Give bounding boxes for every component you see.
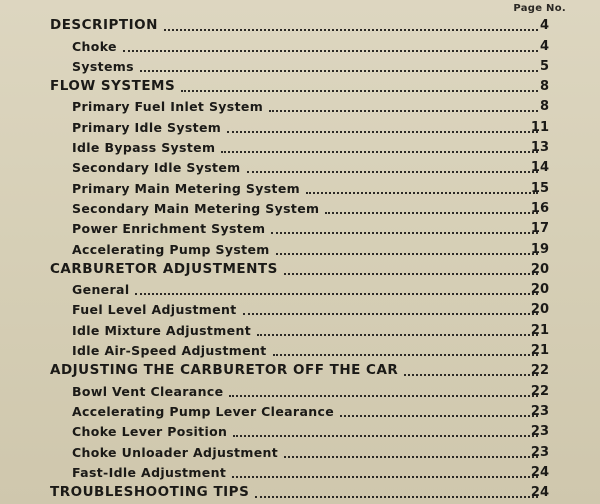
toc-entry-title: Idle Bypass System (72, 140, 216, 156)
toc-entry-title: Choke Unloader Adjustment (72, 444, 279, 460)
toc-entry-title: Primary Fuel Inlet System (72, 99, 264, 115)
dot-leader (276, 250, 538, 255)
toc-subsection-entry (0, 380, 600, 400)
toc-page-number: 20 (530, 261, 549, 277)
toc-entry-title: Fast-Idle Adjustment (72, 464, 227, 480)
toc-page-number: 13 (530, 140, 549, 156)
toc-entry-title: Primary Main Metering System (72, 180, 301, 196)
toc-subsection-entry (0, 56, 600, 76)
toc-entry-title: Secondary Idle System (72, 160, 241, 176)
toc-subsection-entry (0, 157, 600, 177)
toc-entry-title: Accelerating Pump Lever Clearance (72, 403, 335, 419)
toc-page-number: 16 (530, 200, 549, 216)
toc-entry-title: Accelerating Pump System (72, 241, 270, 257)
toc-entry-title: Idle Mixture Adjustment (72, 322, 252, 338)
dot-leader (221, 148, 538, 153)
dot-leader (164, 26, 538, 31)
toc-subsection-entry (0, 441, 600, 461)
toc-page-number: 15 (530, 180, 549, 196)
toc-page-number: 24 (530, 464, 549, 480)
toc-entry-title: ADJUSTING THE CARBURETOR OFF THE CAR (50, 362, 399, 379)
toc-subsection-entry (0, 218, 600, 238)
toc-section-entry (0, 259, 600, 279)
toc-page-number: 23 (530, 403, 549, 419)
toc-subsection-entry (0, 340, 600, 360)
toc-page-number: 5 (539, 58, 549, 74)
toc-entry-title: Systems (72, 58, 134, 74)
dot-leader (247, 168, 538, 173)
toc-subsection-entry (0, 96, 600, 116)
toc-page-number: 22 (530, 363, 549, 379)
toc-entry-title: Bowl Vent Clearance (72, 383, 224, 399)
toc-subsection-entry (0, 462, 600, 482)
dot-leader (273, 351, 538, 356)
toc-entry-title: General (72, 282, 130, 298)
toc-entry-title: Fuel Level Adjustment (72, 302, 237, 318)
toc-subsection-entry (0, 35, 600, 55)
dot-leader (123, 47, 538, 52)
toc-section-entry (0, 76, 600, 96)
dot-leader (271, 229, 538, 234)
toc-entry-title: FLOW SYSTEMS (50, 78, 176, 95)
dot-leader (325, 209, 538, 214)
dot-leader (233, 432, 538, 437)
toc-page-number: 21 (530, 343, 549, 359)
toc-entry-title: CARBURETOR ADJUSTMENTS (50, 260, 278, 277)
toc-subsection-entry (0, 319, 600, 339)
toc-page-number: 23 (530, 444, 549, 460)
dot-leader (140, 67, 538, 72)
toc-entry-title: Idle Air-Speed Adjustment (72, 343, 267, 359)
toc-section-entry (0, 482, 600, 502)
toc-page-number: 23 (530, 424, 549, 440)
dot-leader (255, 493, 538, 498)
dot-leader (284, 453, 538, 458)
toc-entry-title: Choke Lever Position (72, 424, 228, 440)
dot-leader (404, 371, 538, 376)
dot-leader (340, 412, 538, 417)
toc-section-entry (0, 15, 600, 35)
dot-leader (181, 87, 538, 92)
dot-leader (135, 290, 538, 295)
toc-subsection-entry (0, 401, 600, 421)
toc-page-number: 24 (530, 485, 549, 501)
dot-leader (229, 392, 538, 397)
toc-subsection-entry (0, 116, 600, 136)
toc-page-number: 4 (539, 38, 549, 54)
toc-subsection-entry (0, 198, 600, 218)
toc-page-number: 8 (539, 99, 549, 115)
dot-leader (257, 331, 538, 336)
dot-leader (284, 270, 538, 275)
toc-entry-title: Secondary Main Metering System (72, 200, 320, 216)
dot-leader (269, 107, 538, 112)
page-no-header: Page No. (513, 3, 566, 14)
toc-entry-title: Power Enrichment System (72, 221, 266, 237)
toc-subsection-entry (0, 279, 600, 299)
toc-entry-title: TROUBLESHOOTING TIPS (50, 484, 250, 501)
toc-page-number: 20 (530, 302, 549, 318)
toc-subsection-entry (0, 238, 600, 258)
dot-leader (232, 473, 538, 478)
toc-entry-title: DESCRIPTION (50, 17, 158, 34)
toc-page-number: 20 (530, 282, 549, 298)
toc-subsection-entry (0, 137, 600, 157)
toc-page-number: 22 (530, 383, 549, 399)
toc-subsection-entry (0, 421, 600, 441)
toc-entry-title: Primary Idle System (72, 119, 222, 135)
toc-page-number: 19 (530, 241, 549, 257)
toc-page-number: 14 (530, 160, 549, 176)
dot-leader (243, 310, 538, 315)
toc-page-number: 21 (530, 322, 549, 338)
toc-subsection-entry (0, 299, 600, 319)
toc-subsection-entry (0, 177, 600, 197)
dot-leader (227, 128, 538, 133)
toc-page-number: 11 (530, 119, 549, 135)
toc-page-number: 4 (539, 18, 549, 34)
toc-page-number: 17 (530, 221, 549, 237)
toc-page-number: 8 (539, 79, 549, 95)
table-of-contents (0, 15, 600, 502)
toc-entry-title: Choke (72, 38, 117, 54)
dot-leader (306, 189, 538, 194)
toc-section-entry (0, 360, 600, 380)
